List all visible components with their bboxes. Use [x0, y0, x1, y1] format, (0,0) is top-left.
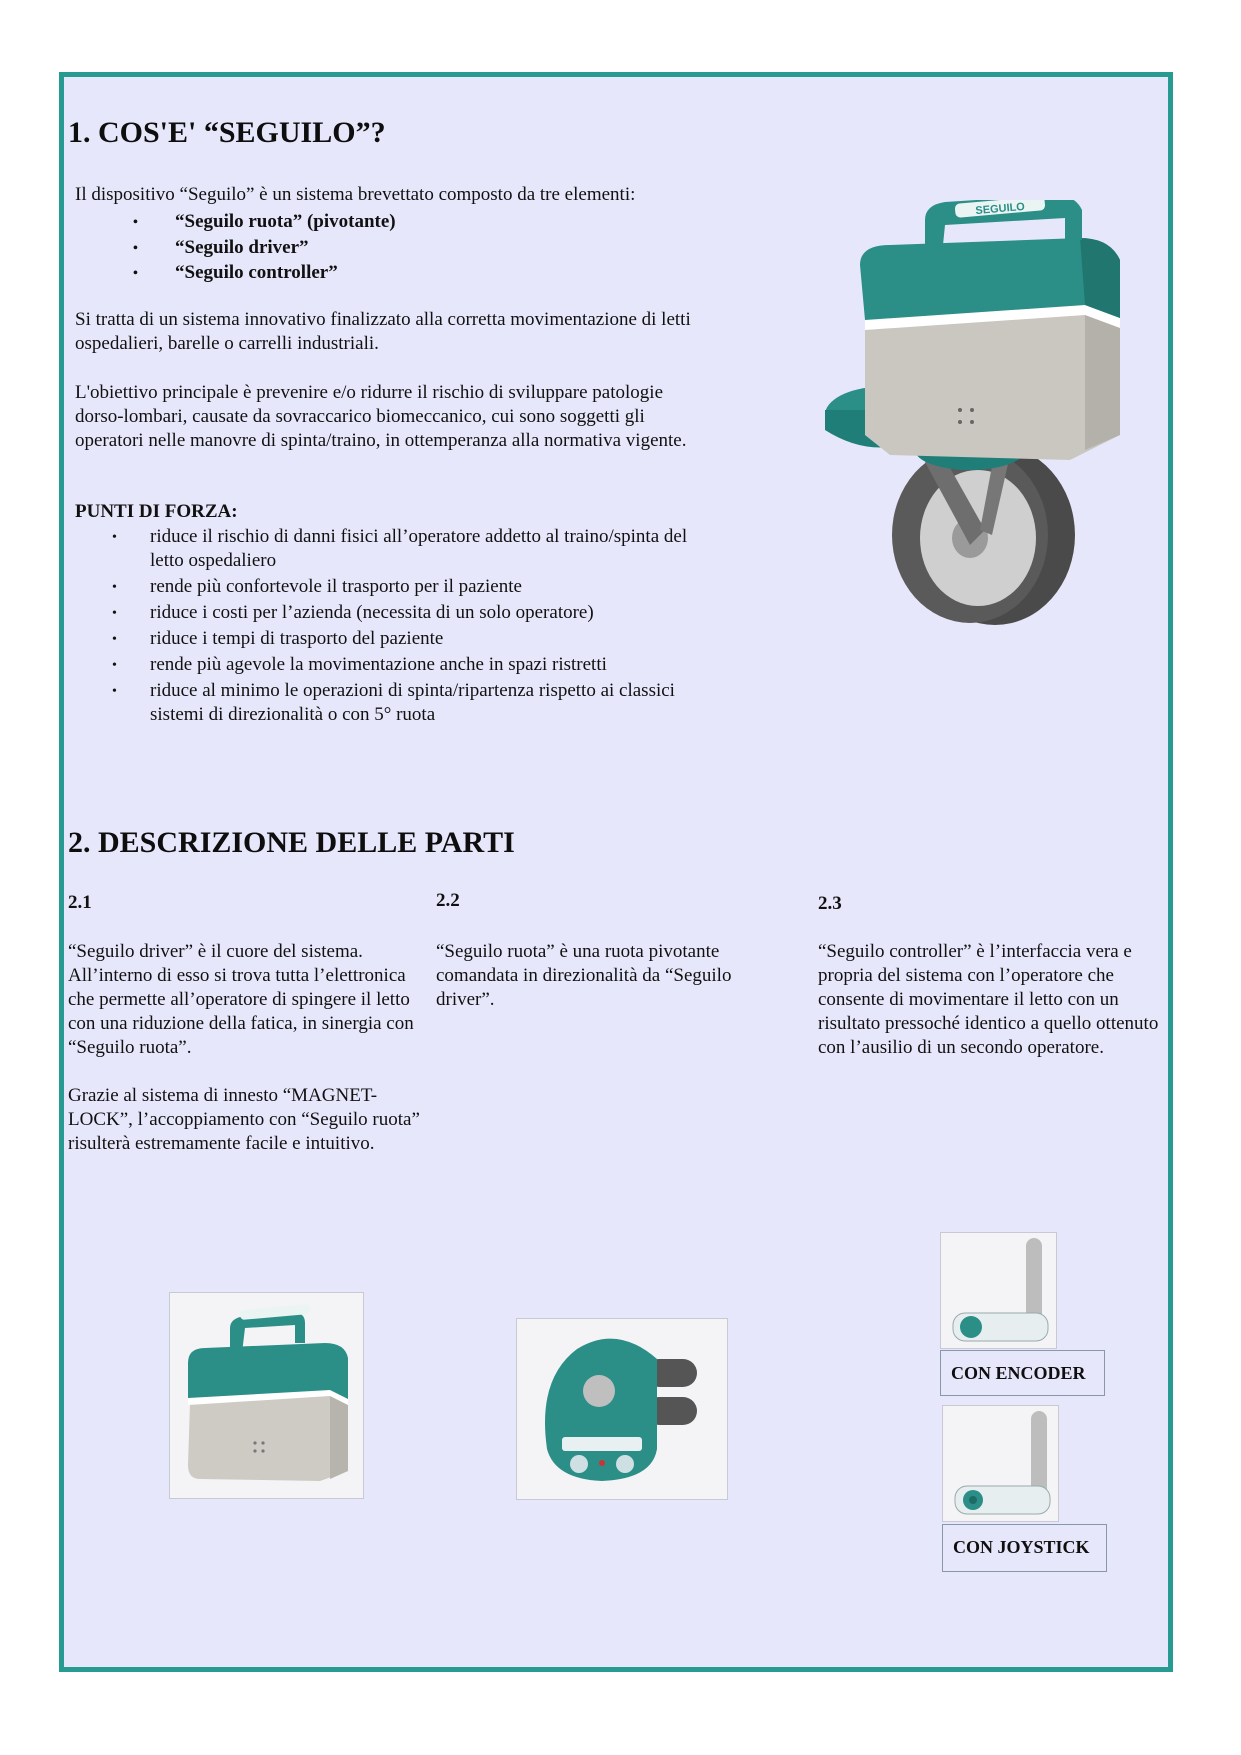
seguilo-device-image	[820, 200, 1140, 630]
elements-list	[75, 209, 675, 286]
part-2-1-text: “Seguilo driver” è il cuore del sistema. All’interno di esso si trova tutta l’elettronica che permette all’operatore di spingere il letto con una riduzione della fatica, in sinergia con “Seguilo ruota”.	[68, 941, 414, 1058]
list-item: • riduce il rischio di danni fisici all’operatore addetto al traino/spinta del letto ospedaliero	[75, 525, 715, 573]
objective-text: L'obiettivo principale è prevenire e/o ridurre il rischio di sviluppare patologie dorso-lombari, causate da sovraccarico biomeccanico, cui sono soggetti gli operatori nelle manovre di spinta/traino, in ottemperanza alla normativa vigente.	[75, 382, 687, 451]
list-item: • “Seguilo ruota” (pivotante)	[75, 209, 675, 235]
driver-photo	[169, 1292, 364, 1499]
part-2-2-number: 2.2	[436, 890, 460, 911]
wheel-photo	[516, 1318, 728, 1500]
strengths-title: PUNTI DI FORZA:	[75, 501, 238, 522]
list-item: • “Seguilo controller”	[75, 260, 675, 286]
controller-encoder-photo	[940, 1232, 1057, 1349]
part-2-3-text: “Seguilo controller” è l’interfaccia vera e propria del sistema con l’operatore che consente di movimentare il letto con un risultato pressoché identico a quello ottenuto con l’ausilio di un secondo operatore.	[818, 941, 1159, 1058]
list-item: • rende più agevole la movimentazione anche in spazi ristretti	[75, 653, 715, 677]
intro-text: Il dispositivo “Seguilo” è un sistema brevettato composto da tre elementi:	[75, 184, 636, 205]
section-2-title: 2. DESCRIZIONE DELLE PARTI	[68, 826, 515, 859]
list-item: • riduce al minimo le operazioni di spinta/ripartenza rispetto ai classici sistemi di direzionalità o con 5° ruota	[75, 679, 715, 727]
part-2-3-number: 2.3	[818, 893, 842, 914]
part-2-1-text-2: Grazie al sistema di innesto “MAGNET-LOCK”, l’accoppiamento con “Seguilo ruota” risulterà estremamente facile e intuitivo.	[68, 1085, 420, 1154]
list-item: • riduce i costi per l’azienda (necessita di un solo operatore)	[75, 601, 715, 625]
strengths-list	[75, 525, 715, 729]
part-2-2-text: “Seguilo ruota” è una ruota pivotante comandata in direzionalità da “Seguilo driver”.	[436, 941, 732, 1010]
logo-text: SEGUILO	[974, 200, 1026, 218]
list-item: • “Seguilo driver”	[75, 235, 675, 261]
list-item: • rende più confortevole il trasporto per il paziente	[75, 575, 715, 599]
list-item: • riduce i tempi di trasporto del paziente	[75, 627, 715, 651]
controller-joystick-photo	[942, 1405, 1059, 1522]
section-1-title: 1. COS'E' “SEGUILO”?	[68, 116, 386, 149]
purpose-text: Si tratta di un sistema innovativo finalizzato alla corretta movimentazione di letti ospedalieri, barelle o carrelli industriali.	[75, 309, 691, 354]
encoder-label: CON ENCODER	[940, 1350, 1105, 1396]
part-2-1-number: 2.1	[68, 892, 92, 913]
joystick-label: CON JOYSTICK	[942, 1524, 1107, 1572]
